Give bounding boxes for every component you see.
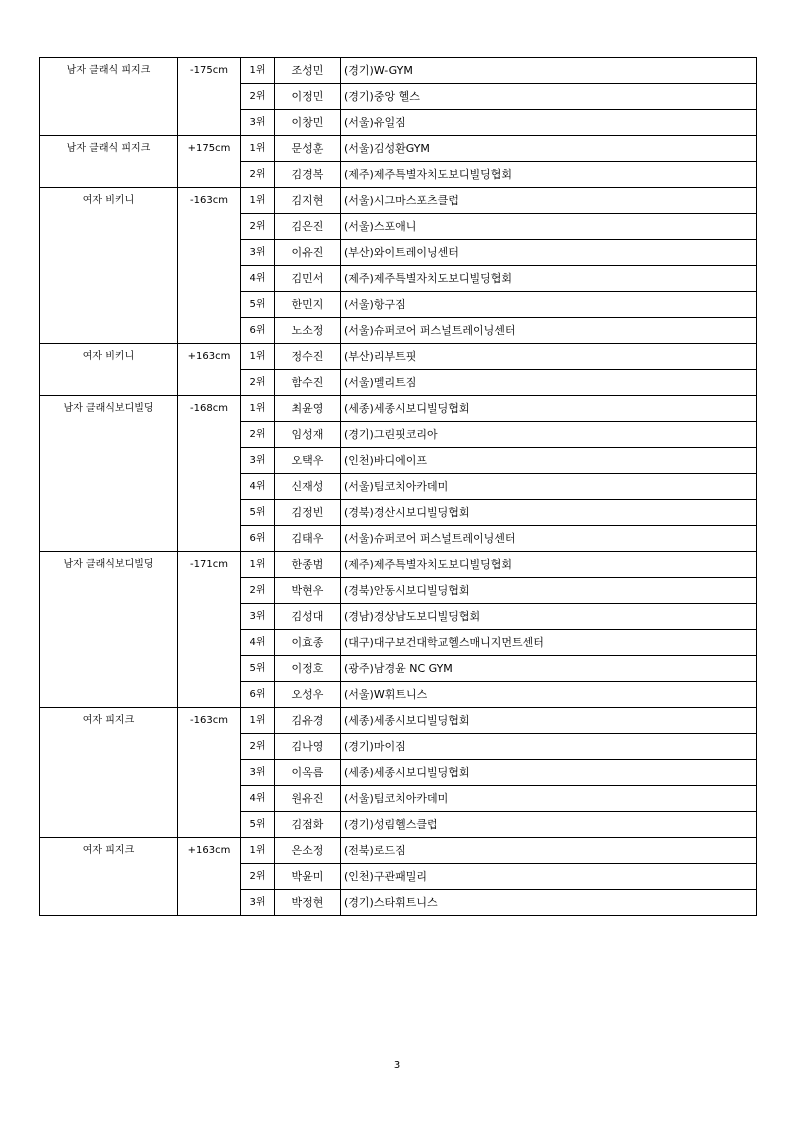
name-cell: 한민지 <box>275 292 341 318</box>
name-cell: 오성우 <box>275 682 341 708</box>
table-row <box>40 344 757 370</box>
club-cell: (경기)중앙 헬스 <box>341 84 757 110</box>
rank-cell: 5위 <box>241 812 275 838</box>
name-cell: 김은진 <box>275 214 341 240</box>
rank-cell: 2위 <box>241 370 275 396</box>
rank-cell: 5위 <box>241 500 275 526</box>
club-cell: (경기)W-GYM <box>341 58 757 84</box>
name-cell: 한종범 <box>275 552 341 578</box>
club-cell: (광주)남경윤 NC GYM <box>341 656 757 682</box>
rank-cell: 1위 <box>241 838 275 864</box>
height-class-cell: -163cm <box>178 188 241 344</box>
category-cell: 여자 비키니 <box>40 344 178 396</box>
rank-cell: 4위 <box>241 266 275 292</box>
height-class-cell: -163cm <box>178 708 241 838</box>
rank-cell: 6위 <box>241 318 275 344</box>
club-cell: (경남)경상남도보디빌딩협회 <box>341 604 757 630</box>
height-class-cell: +163cm <box>178 344 241 396</box>
name-cell: 김유경 <box>275 708 341 734</box>
rank-cell: 2위 <box>241 422 275 448</box>
club-cell: (서울)스포애니 <box>341 214 757 240</box>
rank-cell: 5위 <box>241 656 275 682</box>
name-cell: 원유진 <box>275 786 341 812</box>
club-cell: (서울)슈퍼코어 퍼스널트레이닝센터 <box>341 318 757 344</box>
club-cell: (경기)스타휘트니스 <box>341 890 757 916</box>
name-cell: 이정민 <box>275 84 341 110</box>
club-cell: (대구)대구보건대학교헬스매니지먼트센터 <box>341 630 757 656</box>
club-cell: (서울)슈퍼코어 퍼스널트레이닝센터 <box>341 526 757 552</box>
club-cell: (경기)마이짐 <box>341 734 757 760</box>
height-class-cell: -171cm <box>178 552 241 708</box>
rank-cell: 1위 <box>241 708 275 734</box>
name-cell: 김경복 <box>275 162 341 188</box>
name-cell: 신재성 <box>275 474 341 500</box>
rank-cell: 1위 <box>241 552 275 578</box>
name-cell: 정수진 <box>275 344 341 370</box>
club-cell: (전북)로드짐 <box>341 838 757 864</box>
rank-cell: 2위 <box>241 864 275 890</box>
category-cell: 여자 피지크 <box>40 838 178 916</box>
name-cell: 김지현 <box>275 188 341 214</box>
name-cell: 박현우 <box>275 578 341 604</box>
rank-cell: 1위 <box>241 58 275 84</box>
name-cell: 박정현 <box>275 890 341 916</box>
results-table <box>39 57 757 916</box>
club-cell: (서울)팀코치아카데미 <box>341 786 757 812</box>
rank-cell: 3위 <box>241 110 275 136</box>
rank-cell: 4위 <box>241 474 275 500</box>
rank-cell: 3위 <box>241 890 275 916</box>
rank-cell: 5위 <box>241 292 275 318</box>
table-row <box>40 136 757 162</box>
height-class-cell: -168cm <box>178 396 241 552</box>
club-cell: (세종)세종시보디빌딩협회 <box>341 396 757 422</box>
table-row <box>40 58 757 84</box>
results-table-body <box>40 58 757 916</box>
club-cell: (경기)성림헬스클럽 <box>341 812 757 838</box>
name-cell: 최윤영 <box>275 396 341 422</box>
name-cell: 김나영 <box>275 734 341 760</box>
name-cell: 김성대 <box>275 604 341 630</box>
club-cell: (인천)바디에이프 <box>341 448 757 474</box>
table-row <box>40 396 757 422</box>
rank-cell: 3위 <box>241 760 275 786</box>
rank-cell: 2위 <box>241 214 275 240</box>
table-row <box>40 838 757 864</box>
club-cell: (서울)멜리트짐 <box>341 370 757 396</box>
category-cell: 남자 클래식 피지크 <box>40 58 178 136</box>
category-cell: 여자 비키니 <box>40 188 178 344</box>
name-cell: 이유진 <box>275 240 341 266</box>
category-cell: 남자 클래식보디빌딩 <box>40 396 178 552</box>
club-cell: (부산)와이트레이닝센터 <box>341 240 757 266</box>
club-cell: (경북)안동시보디빌딩협회 <box>341 578 757 604</box>
name-cell: 김정빈 <box>275 500 341 526</box>
rank-cell: 1위 <box>241 136 275 162</box>
category-cell: 남자 클래식 피지크 <box>40 136 178 188</box>
club-cell: (서울)김성환GYM <box>341 136 757 162</box>
rank-cell: 4위 <box>241 630 275 656</box>
name-cell: 오택우 <box>275 448 341 474</box>
club-cell: (서울)유일짐 <box>341 110 757 136</box>
table-row <box>40 552 757 578</box>
name-cell: 노소정 <box>275 318 341 344</box>
club-cell: (서울)팀코치아카데미 <box>341 474 757 500</box>
club-cell: (제주)제주특별자치도보디빌딩협회 <box>341 552 757 578</box>
club-cell: (부산)리부트핏 <box>341 344 757 370</box>
name-cell: 임성재 <box>275 422 341 448</box>
rank-cell: 3위 <box>241 240 275 266</box>
page-number: 3 <box>393 1060 401 1071</box>
height-class-cell: -175cm <box>178 58 241 136</box>
rank-cell: 3위 <box>241 448 275 474</box>
club-cell: (인천)구관패밀리 <box>341 864 757 890</box>
rank-cell: 1위 <box>241 344 275 370</box>
table-row <box>40 188 757 214</box>
rank-cell: 2위 <box>241 734 275 760</box>
rank-cell: 2위 <box>241 84 275 110</box>
table-row <box>40 708 757 734</box>
height-class-cell: +163cm <box>178 838 241 916</box>
club-cell: (경기)그린핏코리아 <box>341 422 757 448</box>
name-cell: 이효종 <box>275 630 341 656</box>
name-cell: 문성훈 <box>275 136 341 162</box>
name-cell: 이창민 <box>275 110 341 136</box>
name-cell: 은소정 <box>275 838 341 864</box>
club-cell: (경북)경산시보디빌딩협회 <box>341 500 757 526</box>
rank-cell: 6위 <box>241 682 275 708</box>
name-cell: 박윤미 <box>275 864 341 890</box>
rank-cell: 6위 <box>241 526 275 552</box>
category-cell: 여자 피지크 <box>40 708 178 838</box>
name-cell: 김태우 <box>275 526 341 552</box>
name-cell: 김민서 <box>275 266 341 292</box>
rank-cell: 3위 <box>241 604 275 630</box>
club-cell: (서울)W휘트니스 <box>341 682 757 708</box>
club-cell: (서울)시그마스포츠클럽 <box>341 188 757 214</box>
club-cell: (서울)항구짐 <box>341 292 757 318</box>
name-cell: 조성민 <box>275 58 341 84</box>
name-cell: 함수진 <box>275 370 341 396</box>
name-cell: 김점화 <box>275 812 341 838</box>
rank-cell: 4위 <box>241 786 275 812</box>
name-cell: 이정호 <box>275 656 341 682</box>
rank-cell: 1위 <box>241 188 275 214</box>
name-cell: 이옥름 <box>275 760 341 786</box>
rank-cell: 2위 <box>241 162 275 188</box>
category-cell: 남자 클래식보디빌딩 <box>40 552 178 708</box>
rank-cell: 2위 <box>241 578 275 604</box>
club-cell: (세종)세종시보디빌딩협회 <box>341 760 757 786</box>
club-cell: (세종)세종시보디빌딩협회 <box>341 708 757 734</box>
club-cell: (제주)제주특별자치도보디빌딩협회 <box>341 162 757 188</box>
club-cell: (제주)제주특별자치도보디빌딩협회 <box>341 266 757 292</box>
height-class-cell: +175cm <box>178 136 241 188</box>
rank-cell: 1위 <box>241 396 275 422</box>
